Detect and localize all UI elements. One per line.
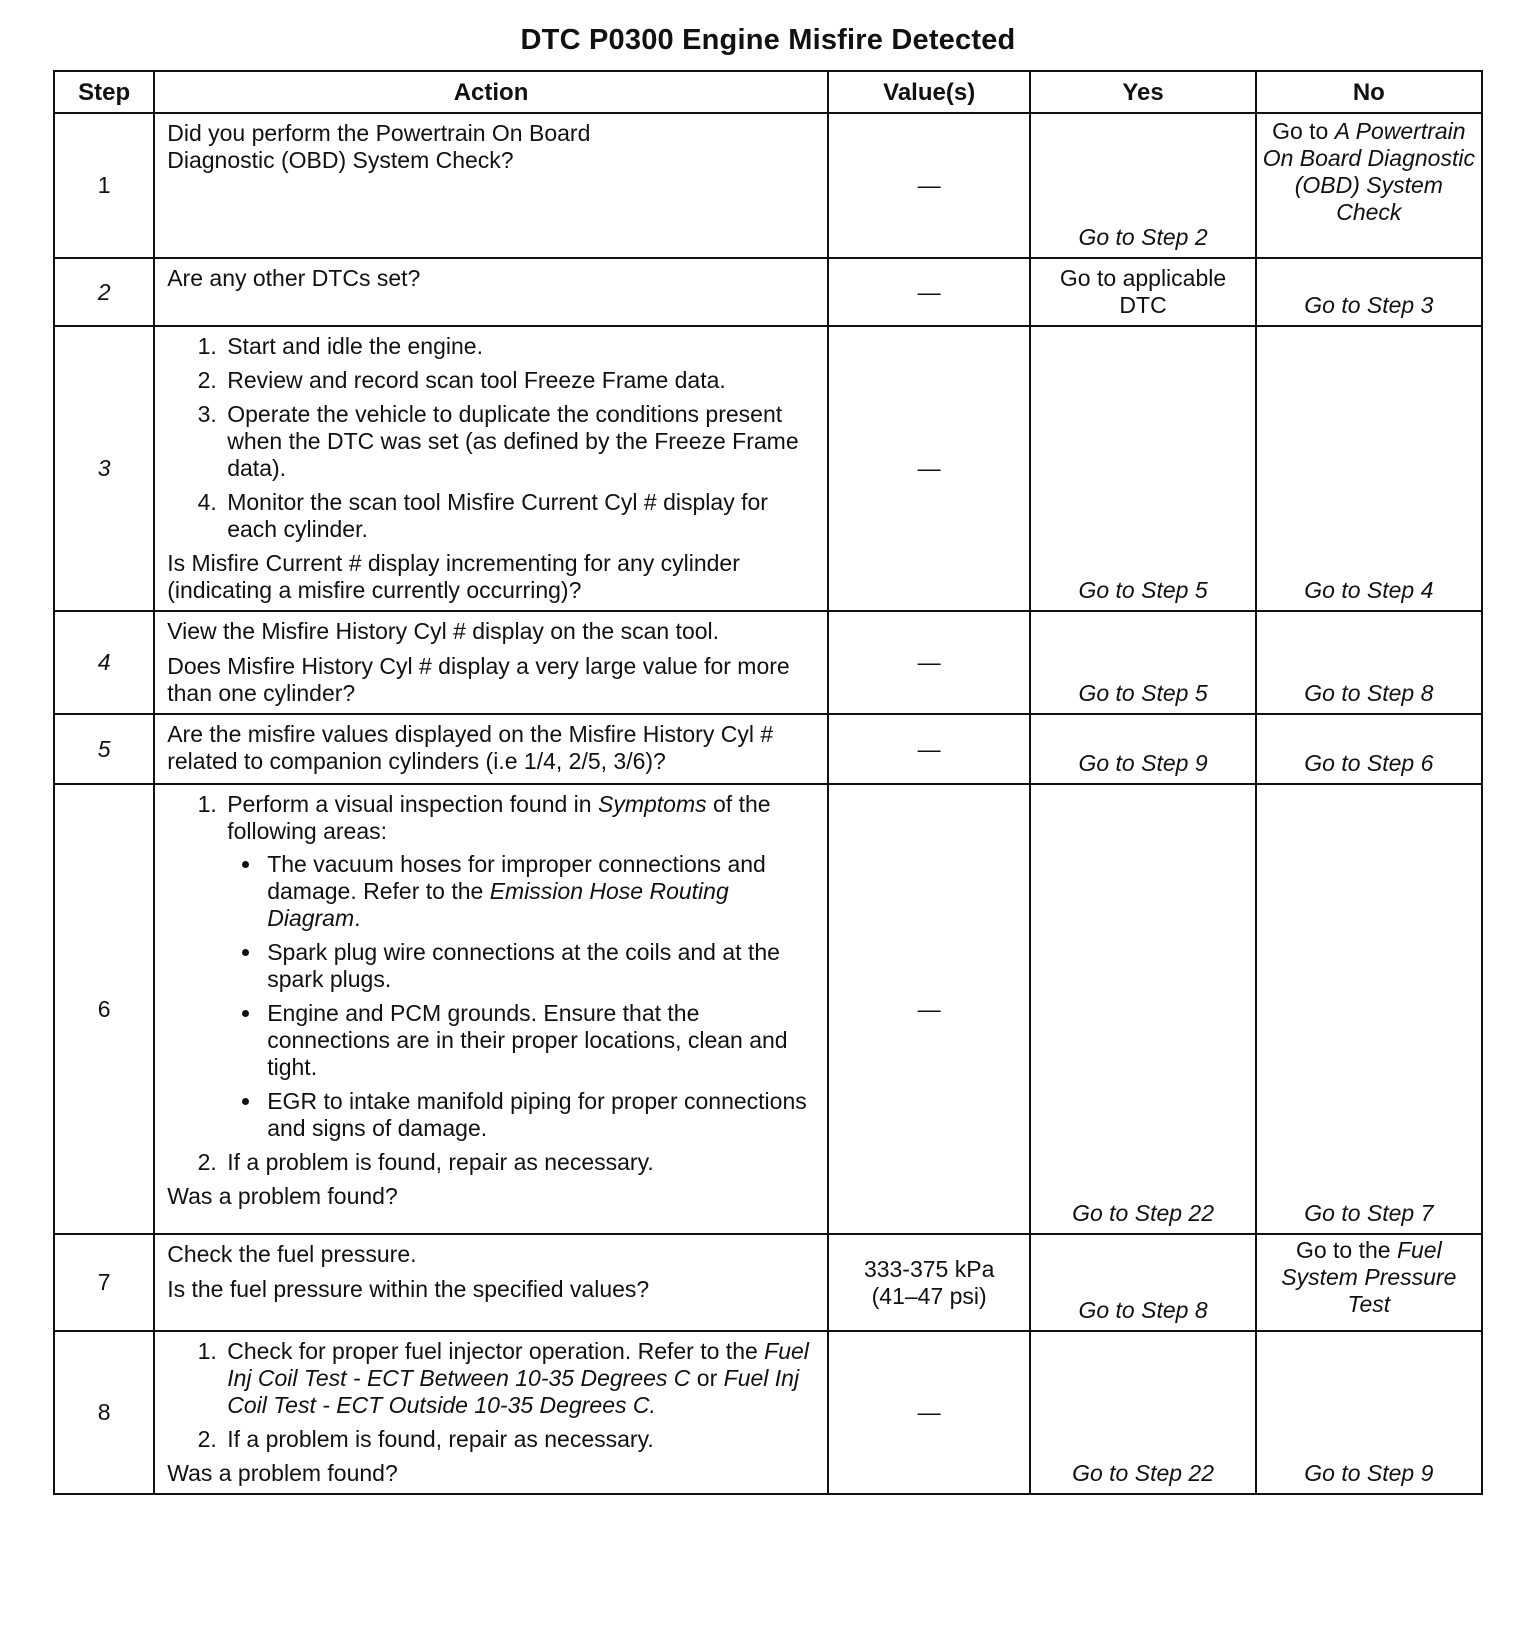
list-item: 1. Perform a visual inspection found in Symptoms of the following areas: • The vacuum hoses for improper connections and damage. Refer to the Emission Hose Routing Diagram. • Spark plug wire connections at the coils and at the spark plugs. • Engine and PCM grounds. Ensure that the connections are in their proper locations, clean and tight. • EGR to intake manifold piping for proper connections and signs of damage. <box>223 791 817 1142</box>
list-item: 4. Monitor the scan tool Misfire Current Cyl # display for each cylinder. <box>223 489 817 543</box>
header-no: No <box>1256 71 1482 113</box>
no-cell <box>1256 1234 1482 1331</box>
no-cell: Go to Step 8 <box>1256 611 1482 714</box>
pressure-kpa: 333-375 kPa <box>863 1255 995 1282</box>
action-text: View the Misfire History Cyl # display on the scan tool. <box>167 618 720 644</box>
page-title: DTC P0300 Engine Misfire Detected <box>520 24 1016 56</box>
yes-cell: Go to Step 2 <box>1030 113 1255 258</box>
bullet-item: • The vacuum hoses for improper connections and damage. Refer to the Emission Hose Routing Diagram. <box>263 851 817 932</box>
step-number: 2 <box>54 258 154 326</box>
step-number: 3 <box>54 326 154 611</box>
table-row <box>54 1234 1482 1331</box>
table-header-row <box>54 71 1482 113</box>
no-text: Go to <box>1272 118 1335 144</box>
action-question: Did you perform the Powertrain On Board Diagnostic (OBD) System Check? <box>167 120 591 173</box>
list-item: 1. Check for proper fuel injector operation. Refer to the Fuel Inj Coil Test - ECT Between 10-35 Degrees C or Fuel Inj Coil Test - ECT Outside 10-35 Degrees C. <box>223 1338 817 1419</box>
coil-test-reference: Fuel Inj Coil Test - ECT Between 10-35 Degrees C <box>227 1338 809 1391</box>
header-values: Value(s) <box>828 71 1031 113</box>
action-cell <box>154 611 828 714</box>
yes-cell: Go to Step 22 <box>1030 784 1255 1234</box>
table-row <box>54 258 1482 326</box>
yes-cell: Go to Step 5 <box>1030 326 1255 611</box>
step-number: 4 <box>54 611 154 714</box>
no-cell: Go to Step 9 <box>1256 1331 1482 1494</box>
action-question: Are the misfire values displayed on the Misfire History Cyl # related to companion cylinders (i.e 1/4, 2/5, 3/6)? <box>167 721 774 774</box>
pressure-psi: (41–47 psi) <box>871 1282 987 1309</box>
diagnostic-table <box>53 70 1483 1495</box>
action-question: Is Misfire Current # display incrementing for any cylinder (indicating a misfire currently occurring)? <box>167 550 740 603</box>
no-reference: Fuel System Pressure Test <box>1281 1237 1457 1317</box>
procedure-list <box>167 791 817 1176</box>
yes-cell: Go to Step 22 <box>1030 1331 1255 1494</box>
list-item: 2. If a problem is found, repair as necessary. <box>223 1149 817 1176</box>
yes-cell: Go to Step 9 <box>1030 714 1255 784</box>
table-row <box>54 611 1482 714</box>
procedure-list <box>167 333 817 543</box>
action-question: Was a problem found? <box>167 1183 398 1209</box>
action-cell <box>154 1331 828 1494</box>
yes-cell: Go to Step 8 <box>1030 1234 1255 1331</box>
no-cell: Go to Step 3 <box>1256 258 1482 326</box>
action-question: Are any other DTCs set? <box>167 265 421 291</box>
yes-cell: Go to applicable DTC <box>1030 258 1255 326</box>
action-cell <box>154 714 828 784</box>
list-item: 3. Operate the vehicle to duplicate the conditions present when the DTC was set (as defined by the Freeze Frame data). <box>223 401 817 482</box>
bullet-item: • Engine and PCM grounds. Ensure that the connections are in their proper locations, clean and tight. <box>263 1000 817 1081</box>
hose-diagram-reference: Emission Hose Routing Diagram <box>267 878 729 931</box>
value-cell: — <box>828 784 1031 1234</box>
bullet-list <box>227 851 817 1142</box>
list-item: 2. If a problem is found, repair as necessary. <box>223 1426 817 1453</box>
value-cell: — <box>828 326 1031 611</box>
list-item: 1. Start and idle the engine. <box>223 333 817 360</box>
procedure-list <box>167 1338 817 1453</box>
action-question: Does Misfire History Cyl # display a very large value for more than one cylinder? <box>167 653 790 706</box>
action-cell <box>154 784 828 1234</box>
no-cell <box>1256 113 1482 258</box>
no-cell: Go to Step 6 <box>1256 714 1482 784</box>
action-cell <box>154 258 828 326</box>
header-step: Step <box>54 71 154 113</box>
bullet-item: • Spark plug wire connections at the coils and at the spark plugs. <box>263 939 817 993</box>
action-cell <box>154 113 828 258</box>
step-number: 8 <box>54 1331 154 1494</box>
no-reference: A Powertrain On Board Diagnostic (OBD) System Check <box>1262 118 1475 225</box>
yes-cell: Go to Step 5 <box>1030 611 1255 714</box>
step-number: 7 <box>54 1234 154 1331</box>
no-text: Go to the <box>1295 1237 1397 1263</box>
header-yes: Yes <box>1030 71 1255 113</box>
header-action: Action <box>154 71 828 113</box>
value-cell: — <box>828 611 1031 714</box>
list-item: 2. Review and record scan tool Freeze Frame data. <box>223 367 817 394</box>
action-question: Is the fuel pressure within the specified values? <box>167 1276 650 1302</box>
table-row <box>54 113 1482 258</box>
symptoms-reference: Symptoms <box>597 791 707 817</box>
action-cell <box>154 326 828 611</box>
value-cell: — <box>828 258 1031 326</box>
bullet-item: • EGR to intake manifold piping for proper connections and signs of damage. <box>263 1088 817 1142</box>
no-cell: Go to Step 7 <box>1256 784 1482 1234</box>
action-question: Was a problem found? <box>167 1460 398 1486</box>
coil-test-reference: Fuel Inj Coil Test - ECT Outside 10-35 Degrees C. <box>227 1365 800 1418</box>
no-cell: Go to Step 4 <box>1256 326 1482 611</box>
table-row <box>54 714 1482 784</box>
table-row <box>54 326 1482 611</box>
step-number: 6 <box>54 784 154 1234</box>
table-row <box>54 784 1482 1234</box>
value-cell <box>828 1234 1031 1331</box>
step-number: 1 <box>54 113 154 258</box>
action-text: Check the fuel pressure. <box>167 1241 417 1267</box>
action-cell <box>154 1234 828 1331</box>
value-cell: — <box>828 714 1031 784</box>
value-cell: — <box>828 113 1031 258</box>
step-number: 5 <box>54 714 154 784</box>
table-row <box>54 1331 1482 1494</box>
value-cell: — <box>828 1331 1031 1494</box>
